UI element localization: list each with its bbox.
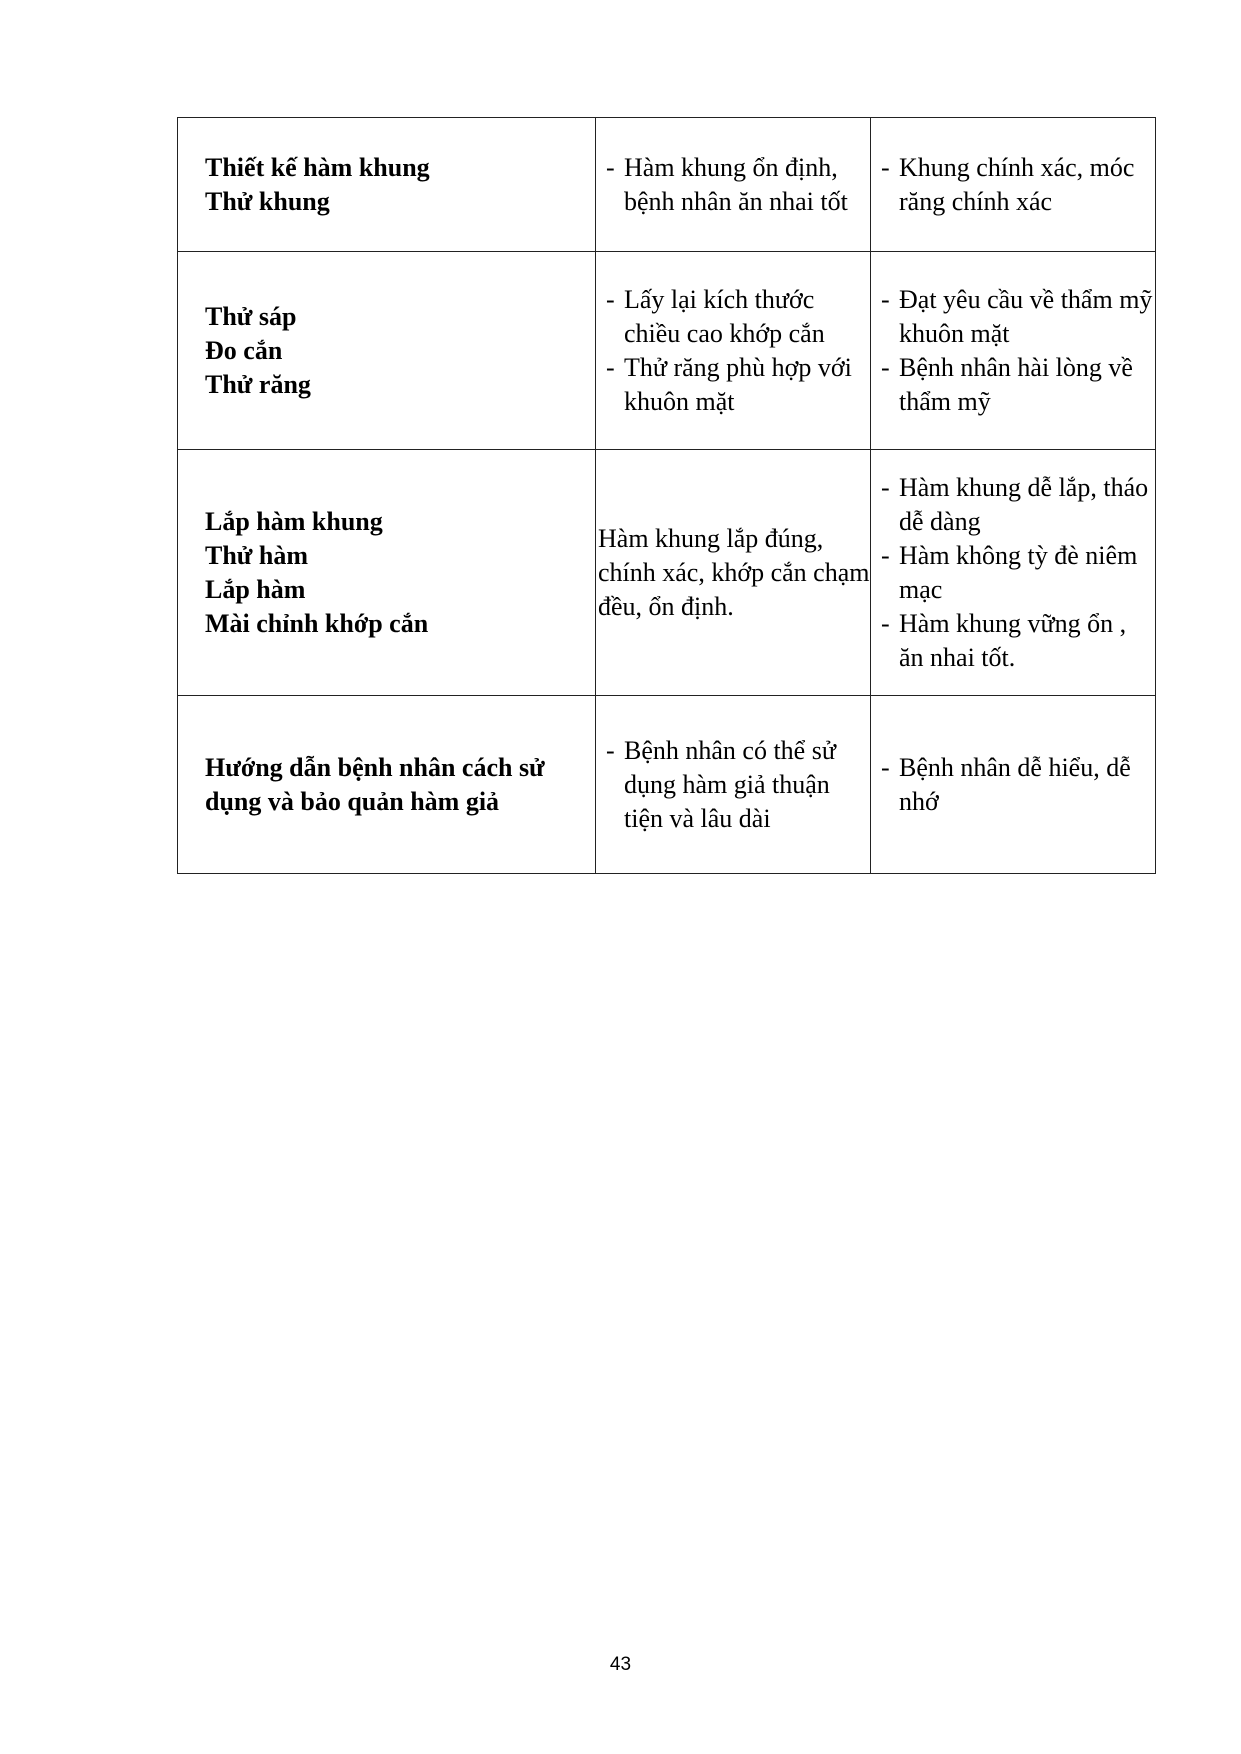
criteria-cell [871, 118, 1156, 252]
criteria-list [871, 151, 1155, 219]
result-list [596, 151, 870, 219]
list-item: - Hàm không tỳ đè niêm mạc [881, 539, 1155, 607]
result-cell [596, 118, 871, 252]
page-number: 43 [609, 1654, 632, 1675]
result-list [596, 283, 870, 419]
step-line: Thử hàm [205, 540, 309, 570]
criteria-cell [871, 252, 1156, 450]
criteria-list [871, 751, 1155, 819]
step-line: Thiết kế hàm khung [205, 152, 430, 182]
table-row [178, 696, 1156, 874]
result-cell [596, 450, 871, 696]
step-cell [178, 696, 596, 874]
table-row [178, 252, 1156, 450]
step-line: Thử khung [205, 186, 330, 216]
criteria-cell [871, 450, 1156, 696]
result-cell [596, 252, 871, 450]
step-line: Mài chỉnh khớp cắn [205, 608, 429, 638]
list-item: - Hàm khung ổn định, bệnh nhân ăn nhai tốt [606, 151, 870, 219]
step-line: Thử sáp [205, 301, 297, 331]
list-item: - Bệnh nhân hài lòng về thẩm mỹ [881, 351, 1155, 419]
list-item: - Đạt yêu cầu về thẩm mỹ khuôn mặt [881, 283, 1155, 351]
step-line: Thử răng [205, 369, 311, 399]
list-item: - Hàm khung vững ổn , ăn nhai tốt. [881, 607, 1155, 675]
list-item: - Bệnh nhân dễ hiểu, dễ nhớ [881, 751, 1155, 819]
list-item: - Khung chính xác, móc răng chính xác [881, 151, 1155, 219]
step-line: Đo cắn [205, 335, 283, 365]
table-row [178, 118, 1156, 252]
list-item: - Thử răng phù hợp với khuôn mặt [606, 351, 870, 419]
list-item: - Lấy lại kích thước chiều cao khớp cắn [606, 283, 870, 351]
table-row [178, 450, 1156, 696]
step-line: Lắp hàm [205, 574, 306, 604]
step-line: Hướng dẫn bệnh nhân cách sử dụng và bảo quản hàm giả [205, 752, 545, 816]
step-cell [178, 252, 596, 450]
result-text: Hàm khung lắp đúng, chính xác, khớp cắn chạm đều, ổn định. [598, 523, 870, 621]
step-cell [178, 118, 596, 252]
result-cell [596, 696, 871, 874]
criteria-list [871, 283, 1155, 419]
criteria-list [871, 471, 1155, 675]
step-cell [178, 450, 596, 696]
list-item: - Hàm khung dễ lắp, tháo dễ dàng [881, 471, 1155, 539]
list-item: - Bệnh nhân có thể sử dụng hàm giả thuận tiện và lâu dài [606, 734, 870, 836]
result-list [596, 734, 870, 836]
step-line: Lắp hàm khung [205, 506, 383, 536]
criteria-cell [871, 696, 1156, 874]
procedure-table [177, 117, 1156, 874]
